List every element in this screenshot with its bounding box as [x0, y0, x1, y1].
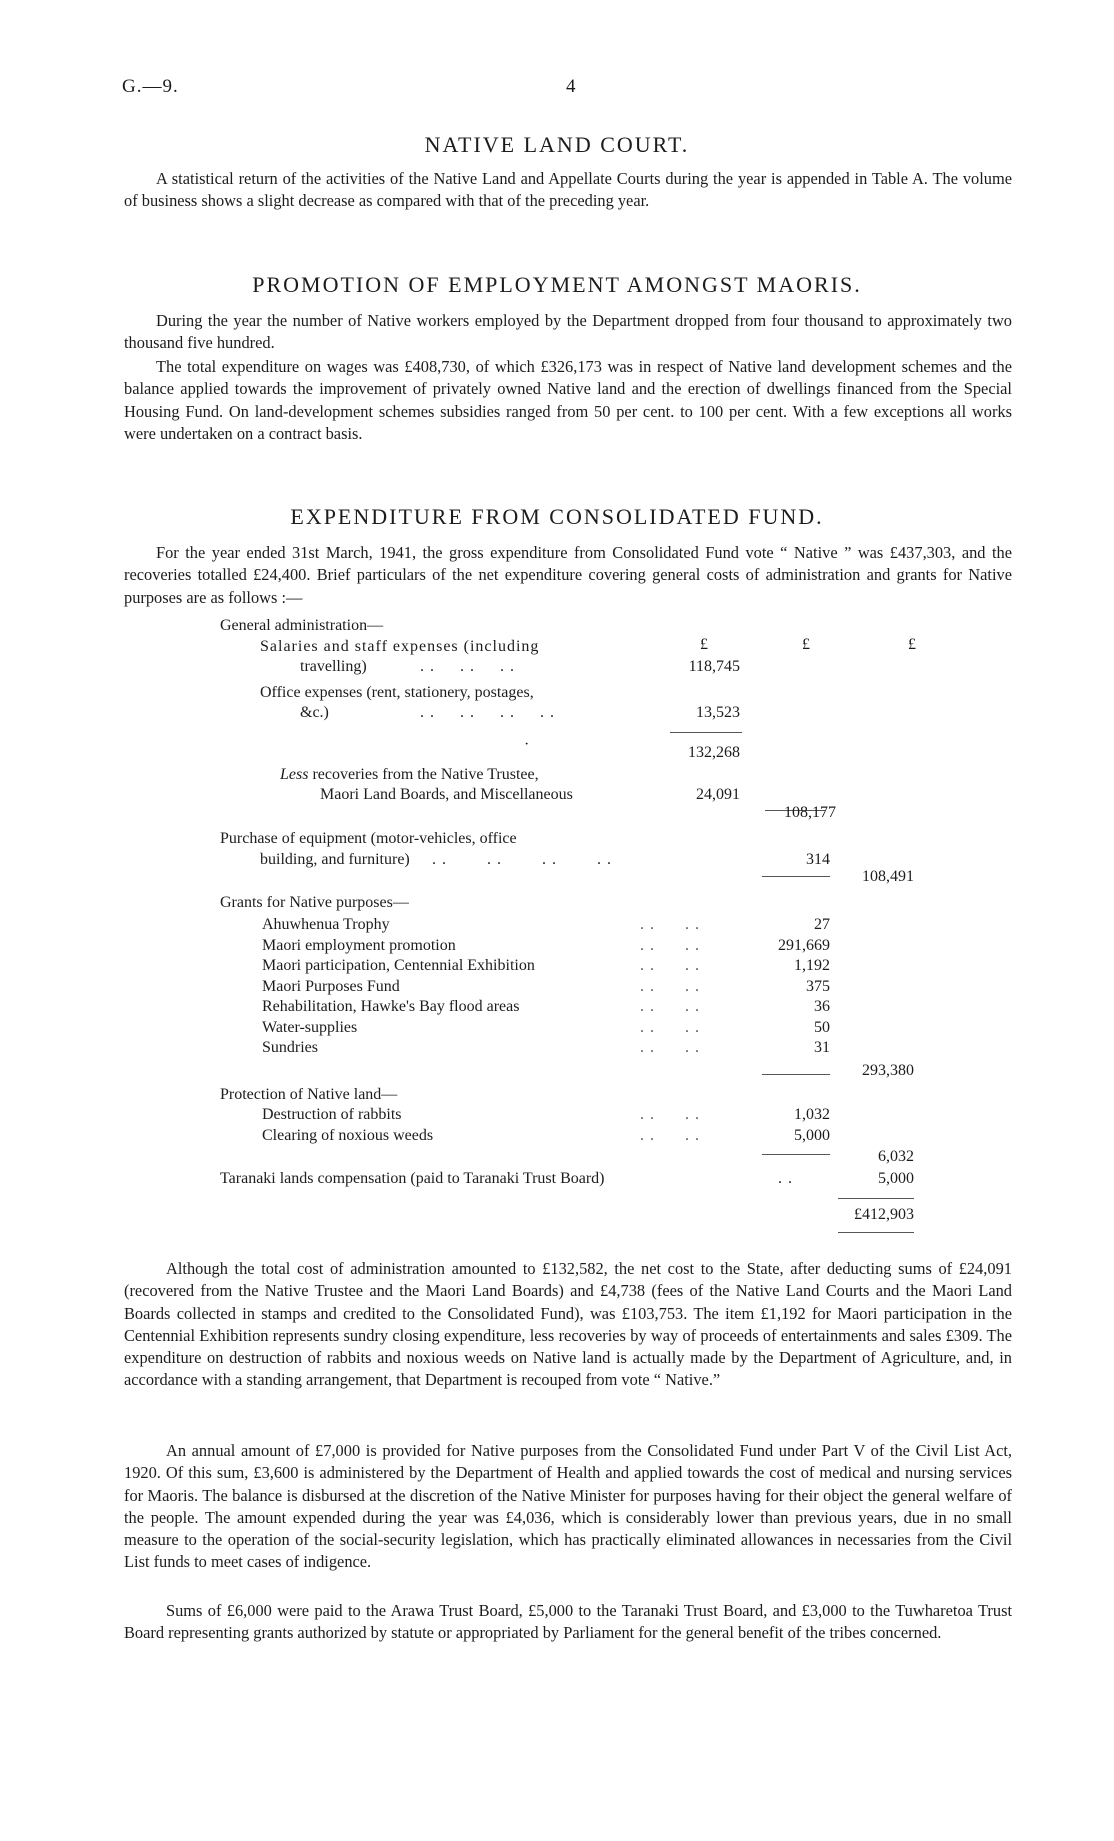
- paragraph-gross-expenditure: For the year ended 31st March, 1941, the gross expenditure from Consolidated Fund vote “ Native ” was £437,303, and the recoveries totalled £24,400. Brief particulars of the net expenditure covering general costs of administration and grants for Native purposes are as follows :—: [124, 543, 1012, 607]
- grant-item-label: Water-supplies: [262, 1018, 358, 1036]
- paragraph-wages-expenditure: The total expenditure on wages was £408,730, of which £326,173 was in respect of Native land development schemes and the balance applied towards the improvement of privately owned Native land and the erection of dwellings financed from the Special Housing Fund. On land-development schemes subsidies ranged from 50 per cent. to 100 per cent. With a few exceptions all works were undertaken on a contract basis.: [124, 357, 1012, 443]
- currency-header-1: £: [700, 636, 708, 653]
- grant-item-amount: 36: [814, 998, 830, 1015]
- protection-heading: Protection of Native land—: [220, 1086, 398, 1103]
- office-expenses-amount: 13,523: [696, 704, 740, 721]
- administration-net: 108,177: [784, 804, 836, 821]
- grant-item-amount: 27: [814, 916, 830, 933]
- leader-dots: . . . .: [640, 1039, 700, 1056]
- paragraph-native-land-court: A statistical return of the activities of the Native Land and Appellate Courts during the year is appended in Table A. The volume of business shows a slight decrease as compared with that of the preceding year.: [124, 169, 1012, 211]
- grant-item-amount: 50: [814, 1018, 830, 1036]
- less-recoveries-label-line2: Maori Land Boards, and Miscellaneous: [320, 786, 573, 803]
- administration-total: 108,491: [862, 868, 914, 885]
- less-word: Less: [280, 766, 309, 783]
- currency-header-2: £: [802, 636, 810, 653]
- dot-mark: ·: [524, 736, 530, 753]
- leader-dots: . . . .: [640, 998, 700, 1015]
- paragraph-civil-list-grant: An annual amount of £7,000 is provided for Native purposes from the Consolidated Fund under Part V of the Civil List Act, 1920. Of this sum, £3,600 is administered by the Department of Health and applied towards the cost of medical and nursing services for Maoris. The balance is disbursed at the discretion of the Native Minister for purposes having for their object the general welfare of the people. The amount expended during the year was £4,036, which is considerably lower than previous years, due in no small measure to the operation of the social-security legislation, which has practically eliminated allowances in necessaries from the Civil List funds to meet cases of indigence.: [124, 1441, 1012, 1572]
- salaries-label-line2: travelling): [300, 658, 367, 675]
- grants-heading: Grants for Native purposes—: [220, 894, 409, 911]
- grant-item-amount: 1,192: [794, 957, 830, 974]
- grant-item-amount: 375: [806, 977, 830, 995]
- paragraph-trust-board-grants: Sums of £6,000 were paid to the Arawa Trust Board, £5,000 to the Taranaki Trust Board, and £3,000 to the Tuwharetoa Trust Board representing grants authorized by statute or appropriated by Parliament for the general benefit of the tribes concerned.: [124, 1601, 1012, 1643]
- grant-item-amount: 291,669: [778, 936, 830, 954]
- grant-item-label: Rehabilitation, Hawke's Bay flood areas: [262, 998, 520, 1015]
- protection-item-amount: 1,032: [794, 1106, 830, 1123]
- grants-total: 293,380: [862, 1062, 914, 1079]
- leader-dots: . . . .: [640, 1106, 700, 1123]
- equipment-label-line1: Purchase of equipment (motor-vehicles, office: [220, 830, 517, 847]
- equipment-label-line2: building, and furniture): [260, 851, 410, 868]
- less-recoveries-label-line1: [280, 766, 539, 784]
- grand-total-bottom-rule: [838, 1232, 914, 1233]
- protection-item-label: Clearing of noxious weeds: [262, 1127, 434, 1144]
- general-administration-heading: General administration—: [220, 617, 384, 634]
- section-title-promotion-of-employment: PROMOTION OF EMPLOYMENT AMONGST MAORIS.: [252, 272, 862, 297]
- administration-subtotal: 132,268: [688, 744, 740, 761]
- salaries-label-line1: Salaries and staff expenses (including: [260, 638, 540, 655]
- page-number: 4: [566, 76, 577, 97]
- grand-total-rule: [838, 1198, 914, 1199]
- section-title-native-land-court: NATIVE LAND COURT.: [424, 132, 690, 157]
- less-recoveries-text: recoveries from the Native Trustee,: [312, 766, 539, 783]
- leader-dots: . . . .: [640, 916, 700, 933]
- document-reference: G.—9.: [122, 76, 179, 97]
- section-title-expenditure-consolidated-fund: EXPENDITURE FROM CONSOLIDATED FUND.: [290, 504, 824, 529]
- paragraph-net-cost-of-administration: Although the total cost of administration amounted to £132,582, the net cost to the State, after deducting sums of £24,091 (recovered from the Native Trustee and the Maori Land Boards) and £4,738 (fees of the Native Land Courts and the Maori Land Boards collected in stamps and credited to the Consolidated Fund), was £103,753. The item £1,192 for Maori participation in the Centennial Exhibition represents sundry closing expenditure, less recoveries by way of proceeds of entertainments and sales £309. The expenditure on destruction of rabbits and noxious weeds on Native land is actually made by the Department of Agriculture, and, in accordance with a standing arrangement, that Department is recouped from vote “ Native.”: [124, 1259, 1012, 1390]
- leader-dots: . . . . . . . .: [420, 704, 555, 721]
- office-expenses-label-line1: Office expenses (rent, stationery, postages,: [260, 684, 534, 701]
- leader-dots: . . . . . . . .: [432, 851, 612, 868]
- protection-item-amount: 5,000: [794, 1127, 830, 1144]
- leader-dots: . .: [778, 1170, 793, 1187]
- salaries-amount: 118,745: [688, 658, 740, 675]
- grant-item-label: Sundries: [262, 1039, 318, 1056]
- leader-dots: . . . .: [640, 1127, 700, 1144]
- taranaki-compensation-amount: 5,000: [878, 1170, 914, 1187]
- currency-header-3: £: [908, 636, 916, 653]
- recoveries-amount: 24,091: [696, 786, 740, 803]
- paragraph-workers-employed: During the year the number of Native workers employed by the Department dropped from four thousand to approximately two thousand five hundred.: [124, 311, 1012, 353]
- taranaki-compensation-label: Taranaki lands compensation (paid to Taranaki Trust Board): [220, 1170, 605, 1187]
- leader-dots: . . . .: [640, 957, 700, 974]
- leader-dots: . . . . . .: [420, 658, 515, 675]
- grant-item-label: Maori participation, Centennial Exhibition: [262, 957, 535, 974]
- grant-item-label: Maori employment promotion: [262, 936, 456, 954]
- leader-dots: . . . .: [640, 977, 700, 995]
- equipment-amount: 314: [806, 851, 830, 868]
- protection-item-label: Destruction of rabbits: [262, 1106, 402, 1123]
- protection-total: 6,032: [878, 1148, 914, 1165]
- leader-dots: . . . .: [640, 1018, 700, 1036]
- grand-total: £412,903: [854, 1206, 914, 1223]
- office-expenses-label-line2: &c.): [300, 704, 329, 721]
- grant-item-label: Maori Purposes Fund: [262, 977, 400, 995]
- grant-item-amount: 31: [814, 1039, 830, 1056]
- grant-item-label: Ahuwhenua Trophy: [262, 916, 390, 933]
- leader-dots: . . . .: [640, 936, 700, 954]
- subtotal-rule: [670, 732, 742, 733]
